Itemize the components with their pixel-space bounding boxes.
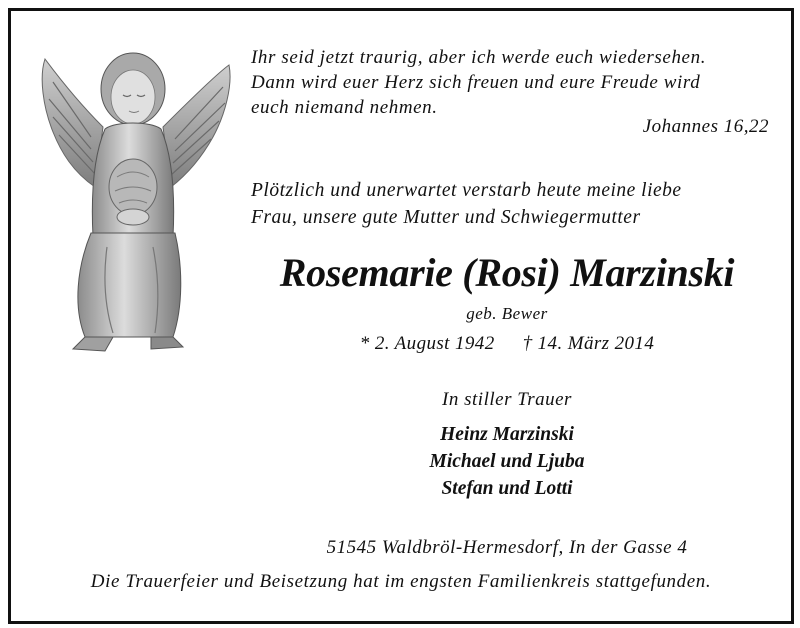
funeral-note: Die Trauerfeier und Beisetzung hat im engsten Familienkreis stattgefunden. — [90, 571, 712, 592]
deceased-name: Rosemarie (Rosi) Marzinski — [279, 250, 735, 295]
mourner-name: Michael und Ljuba — [429, 451, 585, 472]
obituary-card — [8, 8, 794, 624]
announcement-line: Frau, unsere gute Mutter und Schwiegermutter — [251, 207, 641, 228]
birth-name: geb. Bewer — [466, 304, 548, 323]
verse-reference: Johannes 16,22 — [642, 116, 769, 137]
mourner-name: Heinz Marzinski — [440, 424, 574, 445]
family-address: 51545 Waldbröl-Hermesdorf, In der Gasse 4 — [326, 537, 688, 558]
verse-line: Ihr seid jetzt traurig, aber ich werde euch wiedersehen. — [251, 47, 707, 68]
birth-date: * 2. August 1942 — [359, 333, 495, 354]
bible-verse — [251, 45, 706, 120]
kneeling-angel-icon — [33, 37, 233, 355]
mourner-list — [237, 421, 777, 502]
verse-line: Dann wird euer Herz sich freuen und eure Freude wird — [251, 72, 701, 93]
mourner-name: Stefan und Lotti — [441, 478, 573, 499]
verse-line: euch niemand nehmen. — [251, 97, 438, 118]
announcement-text — [251, 177, 682, 231]
death-date: † 14. März 2014 — [522, 333, 655, 354]
mourning-heading: In stiller Trauer — [442, 389, 572, 410]
life-dates — [237, 333, 777, 355]
announcement-line: Plötzlich und unerwartet verstarb heute meine liebe — [251, 180, 682, 201]
